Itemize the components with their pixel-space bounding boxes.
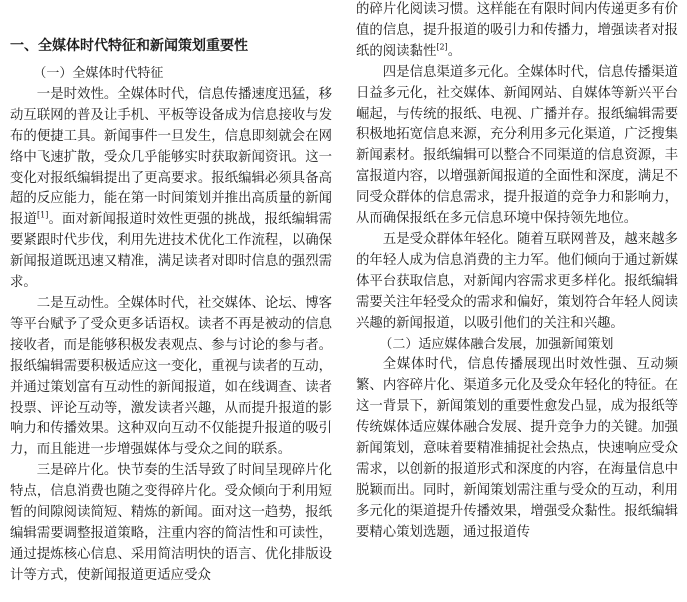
- paragraph-channels: 四是信息渠道多元化。全媒体时代，信息传播渠道日益多元化，社交媒体、新闻网站、自媒体等新兴平台崛起，与传统的报纸、电视、广播并存。报纸编辑需要积极地拓宽信息来源，充分利用多元化渠道，广泛搜集新闻素材。报纸编辑可以整合不同渠道的信息资源，丰富报道内容，以增强新闻报道的全面性和深度，满足不同受众群体的信息需求，提升报道的竞争力和影响力，从而确保报纸在多元信息环境中保持领先地位。: [356, 64, 678, 227]
- paragraph-media-fusion: 全媒体时代，信息传播展现出时效性强、互动频繁、内容碎片化、渠道多元化及受众年轻化的特征。在这一背景下，新闻策划的重要性愈发凸显，成为报纸等传统媒体适应媒体融合发展、提升竞争力的关键。加强新闻策划，意味着要精准捕捉社会热点，快速响应受众需求，以创新的报道形式和深度的内容，在海量信息中脱颖而出。同时，新闻策划需注重与受众的互动，利用多元化的渠道提升传播效果，增强受众黏性。报纸编辑要精心策划选题，通过报道传: [356, 357, 678, 540]
- citation-ref-1: [1]: [37, 210, 49, 220]
- paragraph-interactivity: 二是互动性。全媒体时代，社交媒体、论坛、博客等平台赋予了受众更多话语权。读者不再是被动的信息接收者，而是能够积极发表观点、参与讨论的参与者。报纸编辑需要积极适应这一变化，重视与读者的互动，并通过策划富有互动性的新闻报道，如在线调查、读者投票、评论互动等，激发读者兴趣，从而提升报道的影响力和传播效果。这种双向互动不仅能提升报道的吸引力，而且能进一步增强媒体与受众之间的联系。: [10, 295, 332, 458]
- paragraph-timeliness-text: 一是时效性。全媒体时代，信息传播速度迅猛，移动互联网的普及让手机、平板等设备成为信息接收与发布的便捷工具。新闻事件一旦发生，信息即刻就会在网络中飞速扩散，受众几乎能够实时获取新闻资讯。这一变化对报纸编辑提出了更高要求。报纸编辑必须具备高超的反应能力，能在第一时间策划并推出高质量的新闻报道: [10, 86, 332, 228]
- citation-ref-2: [2]: [436, 42, 448, 52]
- left-column: [10, 0, 332, 587]
- paragraph-fragmentation-cont-tail: 。: [447, 43, 462, 59]
- paragraph-fragmentation: 三是碎片化。快节奏的生活导致了时间呈现碎片化特点，信息消费也随之变得碎片化。受众倾向于利用短暂的间隙阅读简短、精炼的新闻。面对这一趋势，报纸编辑需要调整报道策略，注重内容的简洁性和可读性，通过提炼核心信息、采用简洁明快的语言、优化排版设计等方式，使新闻报道更适应受众: [10, 463, 332, 583]
- subsection-title-2: （二）适应媒体融合发展，加强新闻策划: [379, 336, 614, 352]
- section-title: 一、全媒体时代特征和新闻策划重要性: [10, 38, 248, 54]
- paragraph-fragmentation-continued: [356, 0, 678, 63]
- subsection-title-1: （一）全媒体时代特征: [33, 66, 164, 81]
- paragraph-timeliness: [10, 85, 332, 294]
- paragraph-timeliness-tail: 。面对新闻报道时效性更强的挑战，报纸编辑需要紧跟时代步伐，利用先进技术优化工作流程，以确保新闻报道既迅速又精准，满足读者对即时信息的强烈需求。: [10, 212, 333, 291]
- right-column: [356, 0, 678, 544]
- paragraph-young-audience: 五是受众群体年轻化。随着互联网普及，越来越多的年轻人成为信息消费的主力军。他们倾向于通过新媒体平台获取信息，对新闻内容需求更多样化。报纸编辑需要关注年轻受众的需求和偏好，策划符合年轻人阅读兴趣的新闻报道，以吸引他们的关注和兴趣。: [356, 231, 678, 331]
- paragraph-fragmentation-cont-text: 的碎片化阅读习惯。这样能在有限时间内传递更多有价值的信息，提升报道的吸引力和传播力，增强读者对报纸的阅读黏性: [356, 2, 678, 59]
